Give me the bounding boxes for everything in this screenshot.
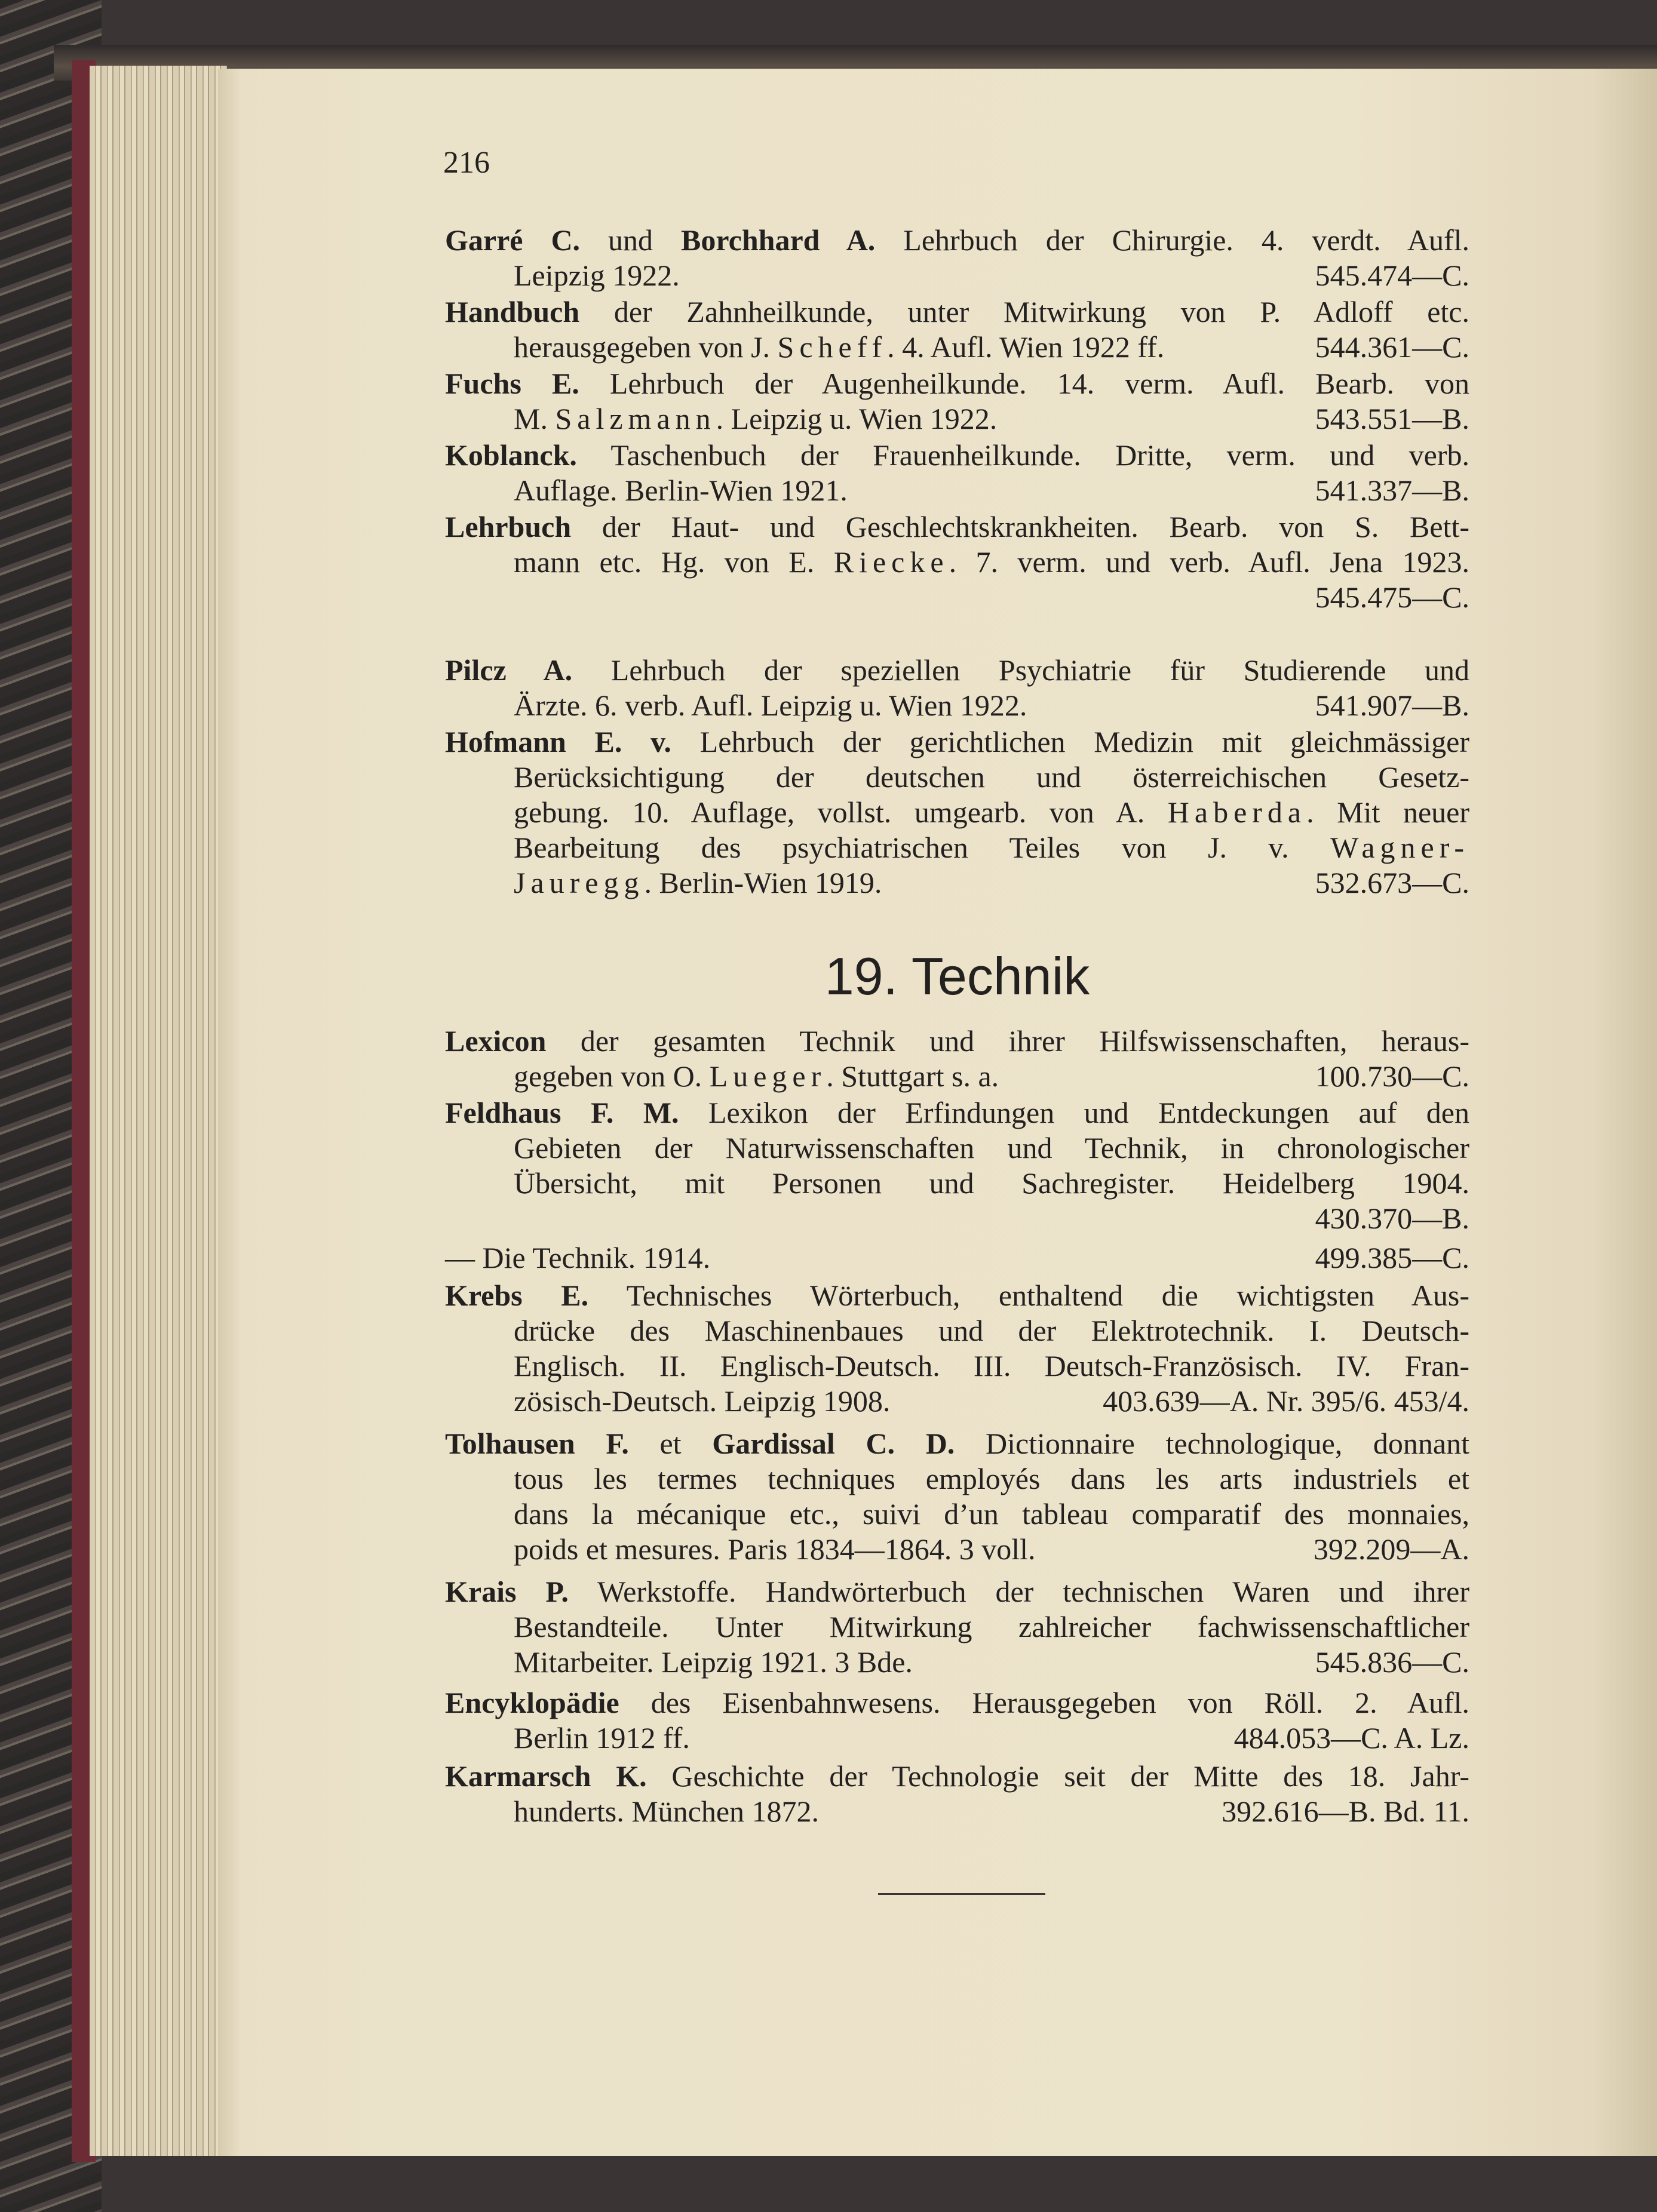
entry-hofmann: Hofmann E. v. Lehrbuch der gerichtlichen Medizin mit gleichmässiger Berücksichtigung der deutschen und österreichischen Gesetz- gebung. 10. Auflage, vollst. umgearb. von A. Haberda. Mit neuer Bearbeitung des psychiatrischen Teiles von J. v. Wagner- Jauregg. Berlin-Wien 1919. 532.673—C. [445,725,1470,899]
entry-encyklopaedie: Encyklopädie des Eisenbahnwesens. Herausgegeben von Röll. 2. Aufl. Berlin 1912 ff. 484.053—C. A. Lz. [445,1686,1469,1755]
entry-fuchs: Fuchs E. Lehrbuch der Augenheilkunde. 14. verm. Aufl. Bearb. von M. Salzmann. Leipzig u. Wien 1922. 543.551—B. [445,367,1469,435]
entry-feldhaus: Feldhaus F. M. Lexikon der Erfindungen und Entdeckungen auf den Gebieten der Naturwissenschaften und Technik, in chronologischer Übersicht, mit Personen und Sachregister. Heidelberg 1904. 430.370—B. [445,1096,1469,1235]
entry-koblanck: Koblanck. Taschenbuch der Frauenheilkunde. Dritte, verm. und verb. Auflage. Berlin-Wien 1921. 541.337—B. [445,438,1469,507]
page-number: 216 [443,146,490,180]
entry-tolhausen: Tolhausen F. et Gardissal C. D. Dictionnaire technologique, donnant tous les termes techniques employés dans les arts industriels et dans la mécanique etc., suivi d’un tableau comparatif des monnaies, poids et mesures. Paris 1834—1864. 3 voll. 392.209—A. [445,1427,1469,1566]
entry-pilcz: Pilcz A. Lehrbuch der speziellen Psychiatrie für Studierende und Ärzte. 6. verb. Aufl. Leipzig u. Wien 1922. 541.907—B. [445,653,1470,722]
entry-handbuch: Handbuch der Zahnheilkunde, unter Mitwirkung von P. Adloff etc. herausgegeben von J. Scheff. 4. Aufl. Wien 1922 ff. 544.361—C. [445,295,1469,364]
entry-garre: Garré C. und Borchhard A. Lehrbuch der Chirurgie. 4. verdt. Aufl. Leipzig 1922. 545.474—C. [445,223,1469,292]
entry-die-technik: — Die Technik. 1914. 499.385—C. [445,1241,1469,1274]
entry-krebs: Krebs E. Technisches Wörterbuch, enthaltend die wichtigsten Aus- drücke des Maschinenbaues und der Elektrotechnik. I. Deutsch- Englisch. II. Englisch-Deutsch. III. Deutsch-Französisch. IV. Fran- zösisch-Deutsch. Leipzig 1908. 403.639—A. Nr. 395/6. 453/4. [445,1279,1469,1418]
entry-krais: Krais P. Werkstoffe. Handwörterbuch der technischen Waren und ihrer Bestandteile. Unter Mitwirkung zahlreicher fachwissenschaftlicher Mitarbeiter. Leipzig 1921. 3 Bde. 545.836—C. [445,1575,1469,1679]
end-rule [878,1893,1045,1895]
section-heading: 19. Technik [824,947,1090,1006]
entry-lehrbuch-haut: Lehrbuch der Haut- und Geschlechtskrankheiten. Bearb. von S. Bett- mann etc. Hg. von E. Riecke. 7. verm. und verb. Aufl. Jena 1923. 545.475—C. [445,510,1470,614]
entry-karmarsch: Karmarsch K. Geschichte der Technologie seit der Mitte des 18. Jahr- hunderts. München 1872. 392.616—B. Bd. 11. [445,1759,1470,1828]
entry-lexicon: Lexicon der gesamten Technik und ihrer Hilfswissenschaften, heraus- gegeben von O. Lueger. Stuttgart s. a. 100.730—C. [445,1024,1469,1093]
